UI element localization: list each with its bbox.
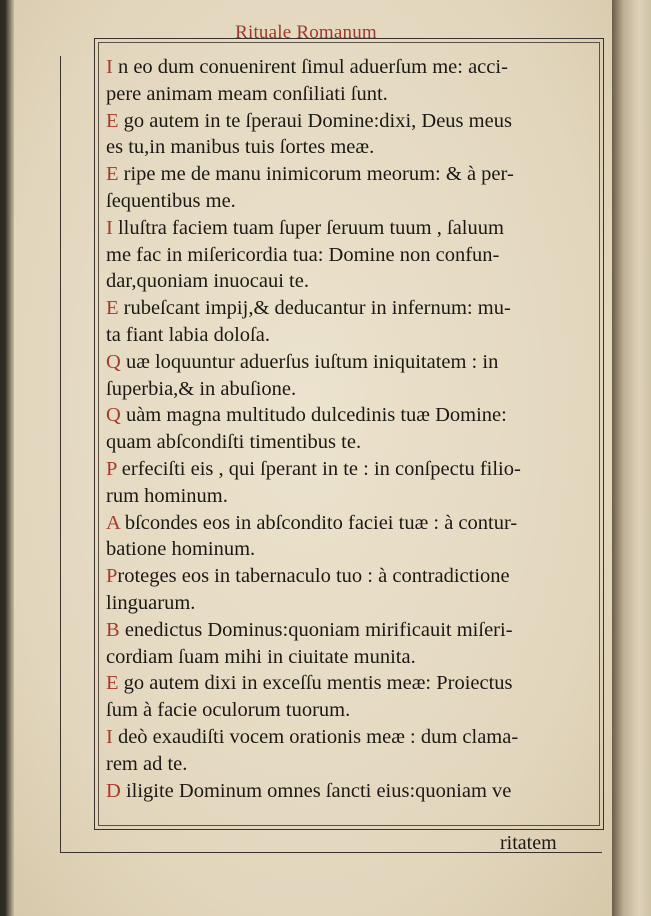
line-text: quam abſcondiſti timentibus te.	[106, 431, 362, 454]
text-line	[106, 644, 592, 671]
catchword: ritatem	[500, 832, 557, 854]
initial-capital: A	[106, 511, 120, 534]
initial-capital: I	[106, 725, 113, 748]
text-line	[106, 295, 592, 322]
page-edge	[0, 0, 14, 916]
text-line	[106, 349, 592, 376]
text-line	[106, 268, 592, 295]
line-text: rem ad te.	[106, 752, 188, 775]
text-line	[106, 751, 592, 778]
line-text: linguarum.	[106, 591, 196, 614]
text-line	[106, 322, 592, 349]
initial-capital: E	[106, 109, 119, 132]
line-text: ta fiant labia doloſa.	[106, 323, 270, 346]
text-line	[106, 563, 592, 590]
book-gutter	[612, 0, 651, 916]
text-line	[106, 161, 592, 188]
text-line	[106, 724, 592, 751]
text-line	[106, 536, 592, 563]
line-text: bſcondes eos in abſcondito faciei tuæ : à contur-	[119, 511, 518, 534]
text-line	[106, 108, 592, 135]
line-text: ſuperbia,& in abuſione.	[106, 377, 297, 400]
line-text: enedictus Dominus:quoniam mirificauit miſeri-	[119, 618, 513, 641]
text-line	[106, 188, 592, 215]
text-line	[106, 81, 592, 108]
line-text: erfeciſti eis , qui ſperant in te : in conſpectu filio-	[116, 457, 521, 480]
line-text: ſequentibus me.	[106, 189, 236, 212]
text-line	[106, 429, 592, 456]
initial-capital: E	[106, 672, 119, 695]
text-line	[106, 402, 592, 429]
text-line	[106, 590, 592, 617]
line-text: roteges eos in tabernaculo tuo : à contradictione	[117, 565, 510, 588]
line-text: es tu,in manibus tuis ſortes meæ.	[106, 136, 375, 159]
line-text: uæ loquuntur aduerſus iuſtum iniquitatem : in	[120, 350, 499, 373]
line-text: cordiam ſuam mihi in ciuitate munita.	[106, 645, 416, 668]
line-text: go autem in te ſperaui Domine:dixi, Deus meus	[118, 109, 512, 132]
line-text: go autem dixi in exceſſu mentis meæ: Proiectus	[118, 672, 513, 695]
text-line	[106, 456, 592, 483]
line-text: deò exaudiſti vocem orationis meæ : dum clama-	[112, 725, 519, 748]
text-line	[106, 215, 592, 242]
initial-capital: I	[106, 56, 113, 78]
psalm-text	[106, 54, 592, 804]
initial-capital: Q	[106, 404, 121, 427]
initial-capital: B	[106, 618, 120, 641]
text-line	[106, 54, 592, 81]
text-line	[106, 134, 592, 161]
initial-capital: E	[106, 297, 119, 320]
text-line	[106, 483, 592, 510]
line-text: batione hominum.	[106, 538, 256, 561]
line-text: iligite Dominum omnes ſancti eius:quoniam ve	[120, 779, 512, 802]
text-line	[106, 510, 592, 537]
line-text: me fac in miſericordia tua: Domine non confun-	[106, 243, 500, 266]
text-line	[106, 778, 592, 805]
text-line	[106, 376, 592, 403]
line-text: n eo dum conuenirent ſimul aduerſum me: acci-	[112, 56, 508, 78]
line-text: ſum à facie oculorum tuorum.	[106, 699, 351, 722]
line-text: dar,quoniam inuocaui te.	[106, 270, 309, 293]
running-head: Rituale Romanum	[235, 22, 377, 43]
initial-capital: I	[106, 216, 113, 239]
initial-capital: Q	[106, 350, 121, 373]
line-text: pere animam meam conſiliati ſunt.	[106, 82, 388, 105]
line-text: rum hominum.	[106, 484, 228, 507]
line-text: rubeſcant impij,& deducantur in infernum: mu-	[118, 297, 511, 320]
frame-rule-left	[60, 56, 61, 852]
initial-capital: P	[106, 565, 118, 588]
line-text: lluſtra faciem tuam ſuper ſeruum tuum , ſaluum	[112, 216, 504, 239]
text-line	[106, 670, 592, 697]
line-text: uàm magna multitudo dulcedinis tuæ Domine:	[120, 404, 507, 427]
initial-capital: D	[106, 779, 121, 802]
initial-capital: E	[106, 163, 119, 186]
text-line	[106, 617, 592, 644]
line-text: ripe me de manu inimicorum meorum: & à per-	[118, 163, 514, 186]
text-line	[106, 697, 592, 724]
text-line	[106, 242, 592, 269]
initial-capital: P	[106, 457, 117, 480]
